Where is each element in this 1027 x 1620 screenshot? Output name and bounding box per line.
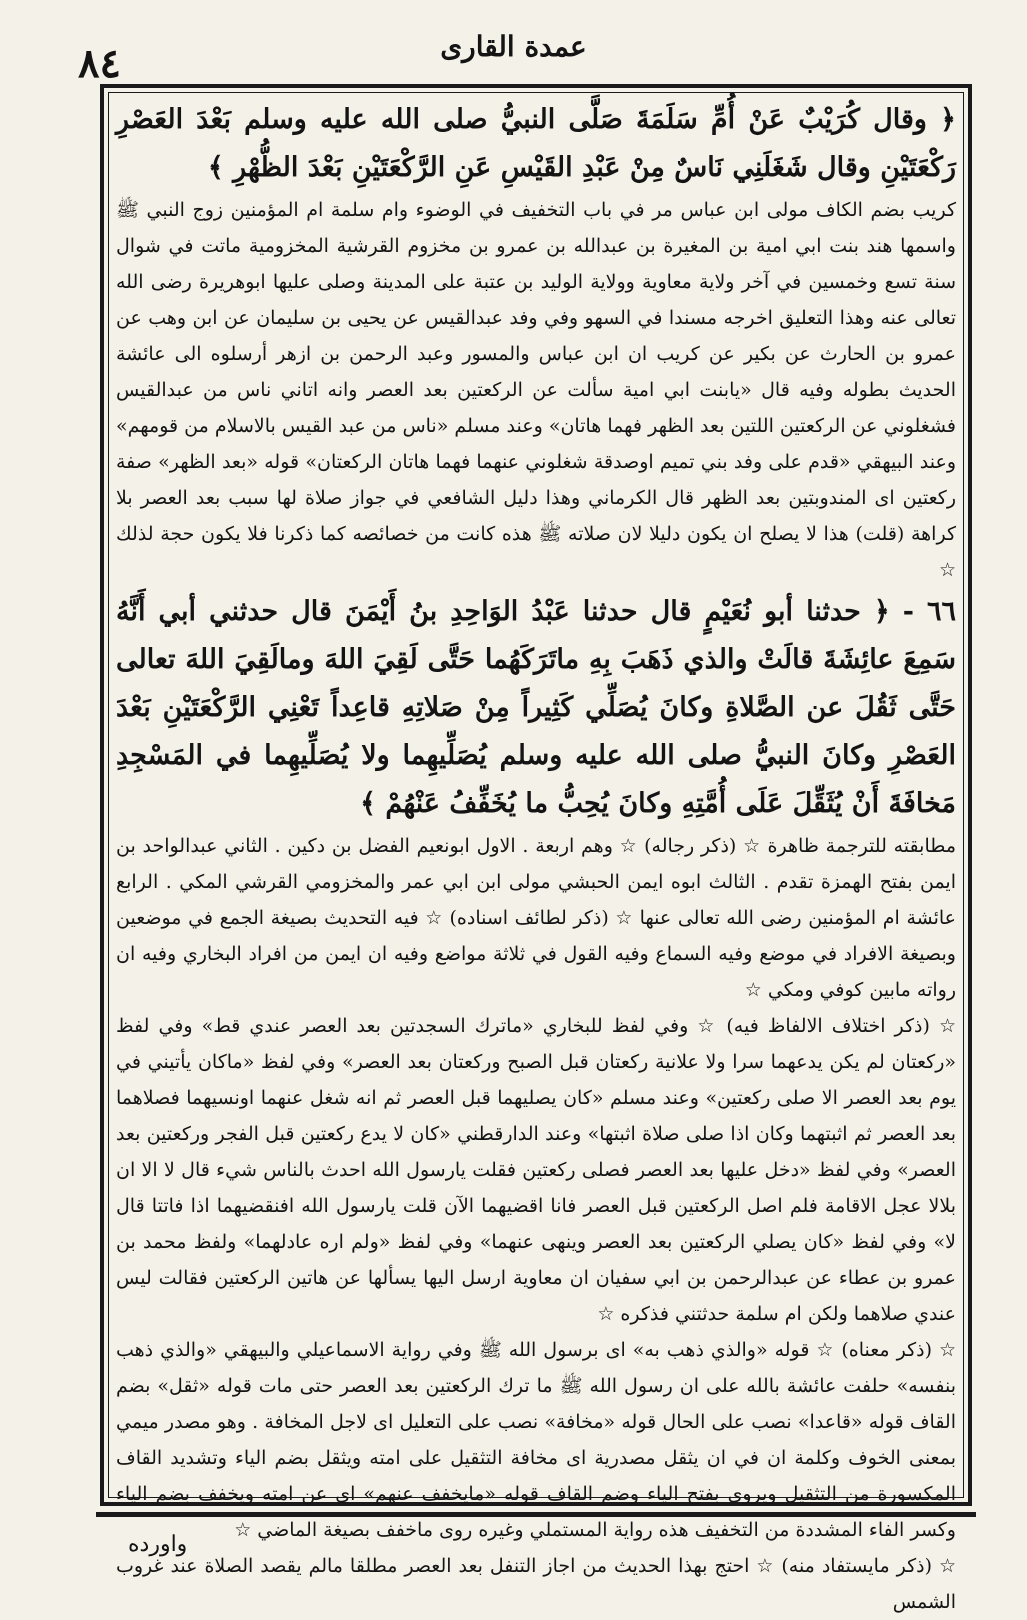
page-title: عمدة القارى bbox=[440, 30, 587, 63]
hadith-block-1: ﴿ وقال كُرَيْبٌ عَنْ أُمِّ سَلَمَةَ صَلَّى النبيُّ صلى الله عليه وسلم بَعْدَ العَصْرِ رَكْعَتَيْنِ وقال شَغَلَنِي نَاسٌ مِنْ عَبْدِ القَيْسِ عَنِ الرَّكْعَتَيْنِ بَعْدَ الظُّهْرِ ﴾ bbox=[116, 104, 956, 183]
commentary-block-5: ☆ (ذكر مايستفاد منه) ☆ احتج بهذا الحديث من اجاز التنفل بعد العصر مطلقا مالم يقصد الصلاة عند غروب الشمس bbox=[116, 1555, 956, 1613]
page-header bbox=[0, 0, 1027, 87]
bottom-rule bbox=[96, 1512, 976, 1517]
page-number: ٨٤ bbox=[78, 40, 121, 87]
commentary-block-4: ☆ (ذكر معناه) ☆ قوله «والذي ذهب به» اى برسول الله ﷺ وفي رواية الاسماعيلي والبيهقي «والذي ذهب بنفسه» حلفت عائشة بالله على ان رسول الله ﷺ ما ترك الركعتين بعد العصر حتى مات قوله «ثقل» بضم القاف قوله «قاعدا» نصب على الحال قوله «مخافة» نصب على التعليل اى لاجل المخافة . وهو مصدر ميمي بمعنى الخوف وكلمة ان في ان يثقل مصدرية اى مخافة التثقيل على امته ويثقل بضم الياء وتشديد القاف المكسورة من التثقيل ويروى بفتح الياء وضم القاف قوله «مايخفف عنهم» اى عن امته ويخفف بضم الياء وكسر الفاء المشددة من التخفيف هذه رواية المستملي وغيره روى ماخفف بصيغة الماضي ☆ bbox=[116, 1339, 956, 1541]
commentary-block-1: كريب بضم الكاف مولى ابن عباس مر في باب التخفيف في الوضوء وام سلمة ام المؤمنين زوج النبي ﷺ واسمها هند بنت ابي امية بن المغيرة بن عبدالله بن عمرو بن مخزوم القرشية المخزومية ماتت في شوال سنة تسع وخمسين في آخر ولاية معاوية وولاية الوليد بن عتبة على المدينة وصلى عليها ابوهريرة رضى الله تعالى عنه وهذا التعليق اخرجه مسندا في السهو وفي وفد عبدالقيس عن يحيى بن سليمان عن ابن وهب عن عمرو بن الحارث عن بكير عن كريب ان ابن عباس والمسور وعبد الرحمن بن ازهر أرسلوه الى عائشة الحديث بطوله وفيه قال «يابنت ابي امية سألت عن الركعتين بعد العصر وانه اتاني ناس من عبدالقيس فشغلوني عن الركعتين اللتين بعد الظهر فهما هاتان» وعند مسلم «ناس من عبد القيس بالاسلام من قومهم» وعند البيهقي «قدم على وفد بني تميم اوصدقة شغلوني عنهما فهما هاتان الركعتان» قوله «بعد الظهر» صفة ركعتين اى المندوبتين بعد الظهر قال الكرماني وهذا دليل الشافعي في جواز صلاة لها سبب بعد العصر بلا كراهة (قلت) هذا لا يصلح ان يكون دليلا لان صلاته ﷺ هذه كانت من خصائصه كما ذكرنا فلا يكون حجة لذلك ☆ bbox=[116, 199, 956, 581]
hadith-block-2: ٦٦ - ﴿ حدثنا أبو نُعَيْمٍ قال حدثنا عَبْدُ الوَاحِدِ بنُ أَيْمَنَ قال حدثني أبي أَنَّهُ سَمِعَ عائِشَةَ قالَتْ والذي ذَهَبَ بِهِ ماتَرَكَهُما حَتَّى لَقِيَ اللهَ ومالَقِيَ اللهَ تعالى حَتَّى ثَقُلَ عن الصَّلاةِ وكانَ يُصَلِّي كَثِيراً مِنْ صَلاتِهِ قاعِداً تَعْنِي الرَّكْعَتَيْنِ بَعْدَ العَصْرِ وكانَ النبيُّ صلى الله عليه وسلم يُصَلِّيهِما ولا يُصَلِّيهِما في المَسْجِدِ مَخافَةَ أَنْ يُثَقِّلَ عَلَى أُمَّتِهِ وكانَ يُحِبُّ ما يُخَفِّفُ عَنْهُمْ ﴾ bbox=[116, 596, 956, 819]
commentary-block-2: مطابقته للترجمة ظاهرة ☆ (ذكر رجاله) ☆ وهم اربعة . الاول ابونعيم الفضل بن دكين . الثاني عبدالواحد بن ايمن بفتح الهمزة تقدم . الثالث ابوه ايمن الحبشي مولى ابن ابي عمر والمخزومي القرشي المكي . الرابع عائشة ام المؤمنين رضى الله تعالى عنها ☆ (ذكر لطائف اسناده) ☆ فيه التحديث بصيغة الجمع في موضعين وبصيغة الافراد في موضع وفيه السماع وفيه القول في ثلاثة مواضع وفيه ان ايمن من افراد البخاري وفيه ان رواته مابين كوفي ومكي ☆ bbox=[116, 835, 956, 1001]
catchword: واورده bbox=[128, 1532, 188, 1557]
commentary-block-3: ☆ (ذكر اختلاف الالفاظ فيه) ☆ وفي لفظ للبخاري «ماترك السجدتين بعد العصر عندي قط» وفي لفظ «ركعتان لم يكن يدعهما سرا ولا علانية ركعتان قبل الصبح وركعتان بعد العصر» وفي لفظ «ماكان يأتيني في يوم بعد العصر الا صلى ركعتين» وعند مسلم «كان يصليهما قبل العصر ثم انه شغل عنهما اونسيهما فصلاهما بعد العصر ثم اثبتهما وكان اذا صلى صلاة اثبتها» وعند الدارقطني «كان لا يدع ركعتين قبل الفجر وركعتين بعد العصر» وفي لفظ «دخل عليها بعد العصر فصلى ركعتين فقلت يارسول الله احدث بالناس شيء قال لا الا ان بلالا عجل الاقامة فلم اصل الركعتين قبل العصر فانا اقضيهما الآن قلت يارسول الله افنقضيهما اذا فاتتا قال لا» وفي لفظ «كان يصلي الركعتين بعد العصر وينهى عنهما» وفي لفظ «ولم اره عادلهما» ولفظ محمد بن عمرو بن عطاء عن عبدالرحمن بن ابي سفيان ان معاوية ارسل اليها يسألها عن هاتين الركعتين فقالت ليس عندي صلاهما ولكن ام سلمة حدثتني فذكره ☆ bbox=[116, 1015, 956, 1325]
